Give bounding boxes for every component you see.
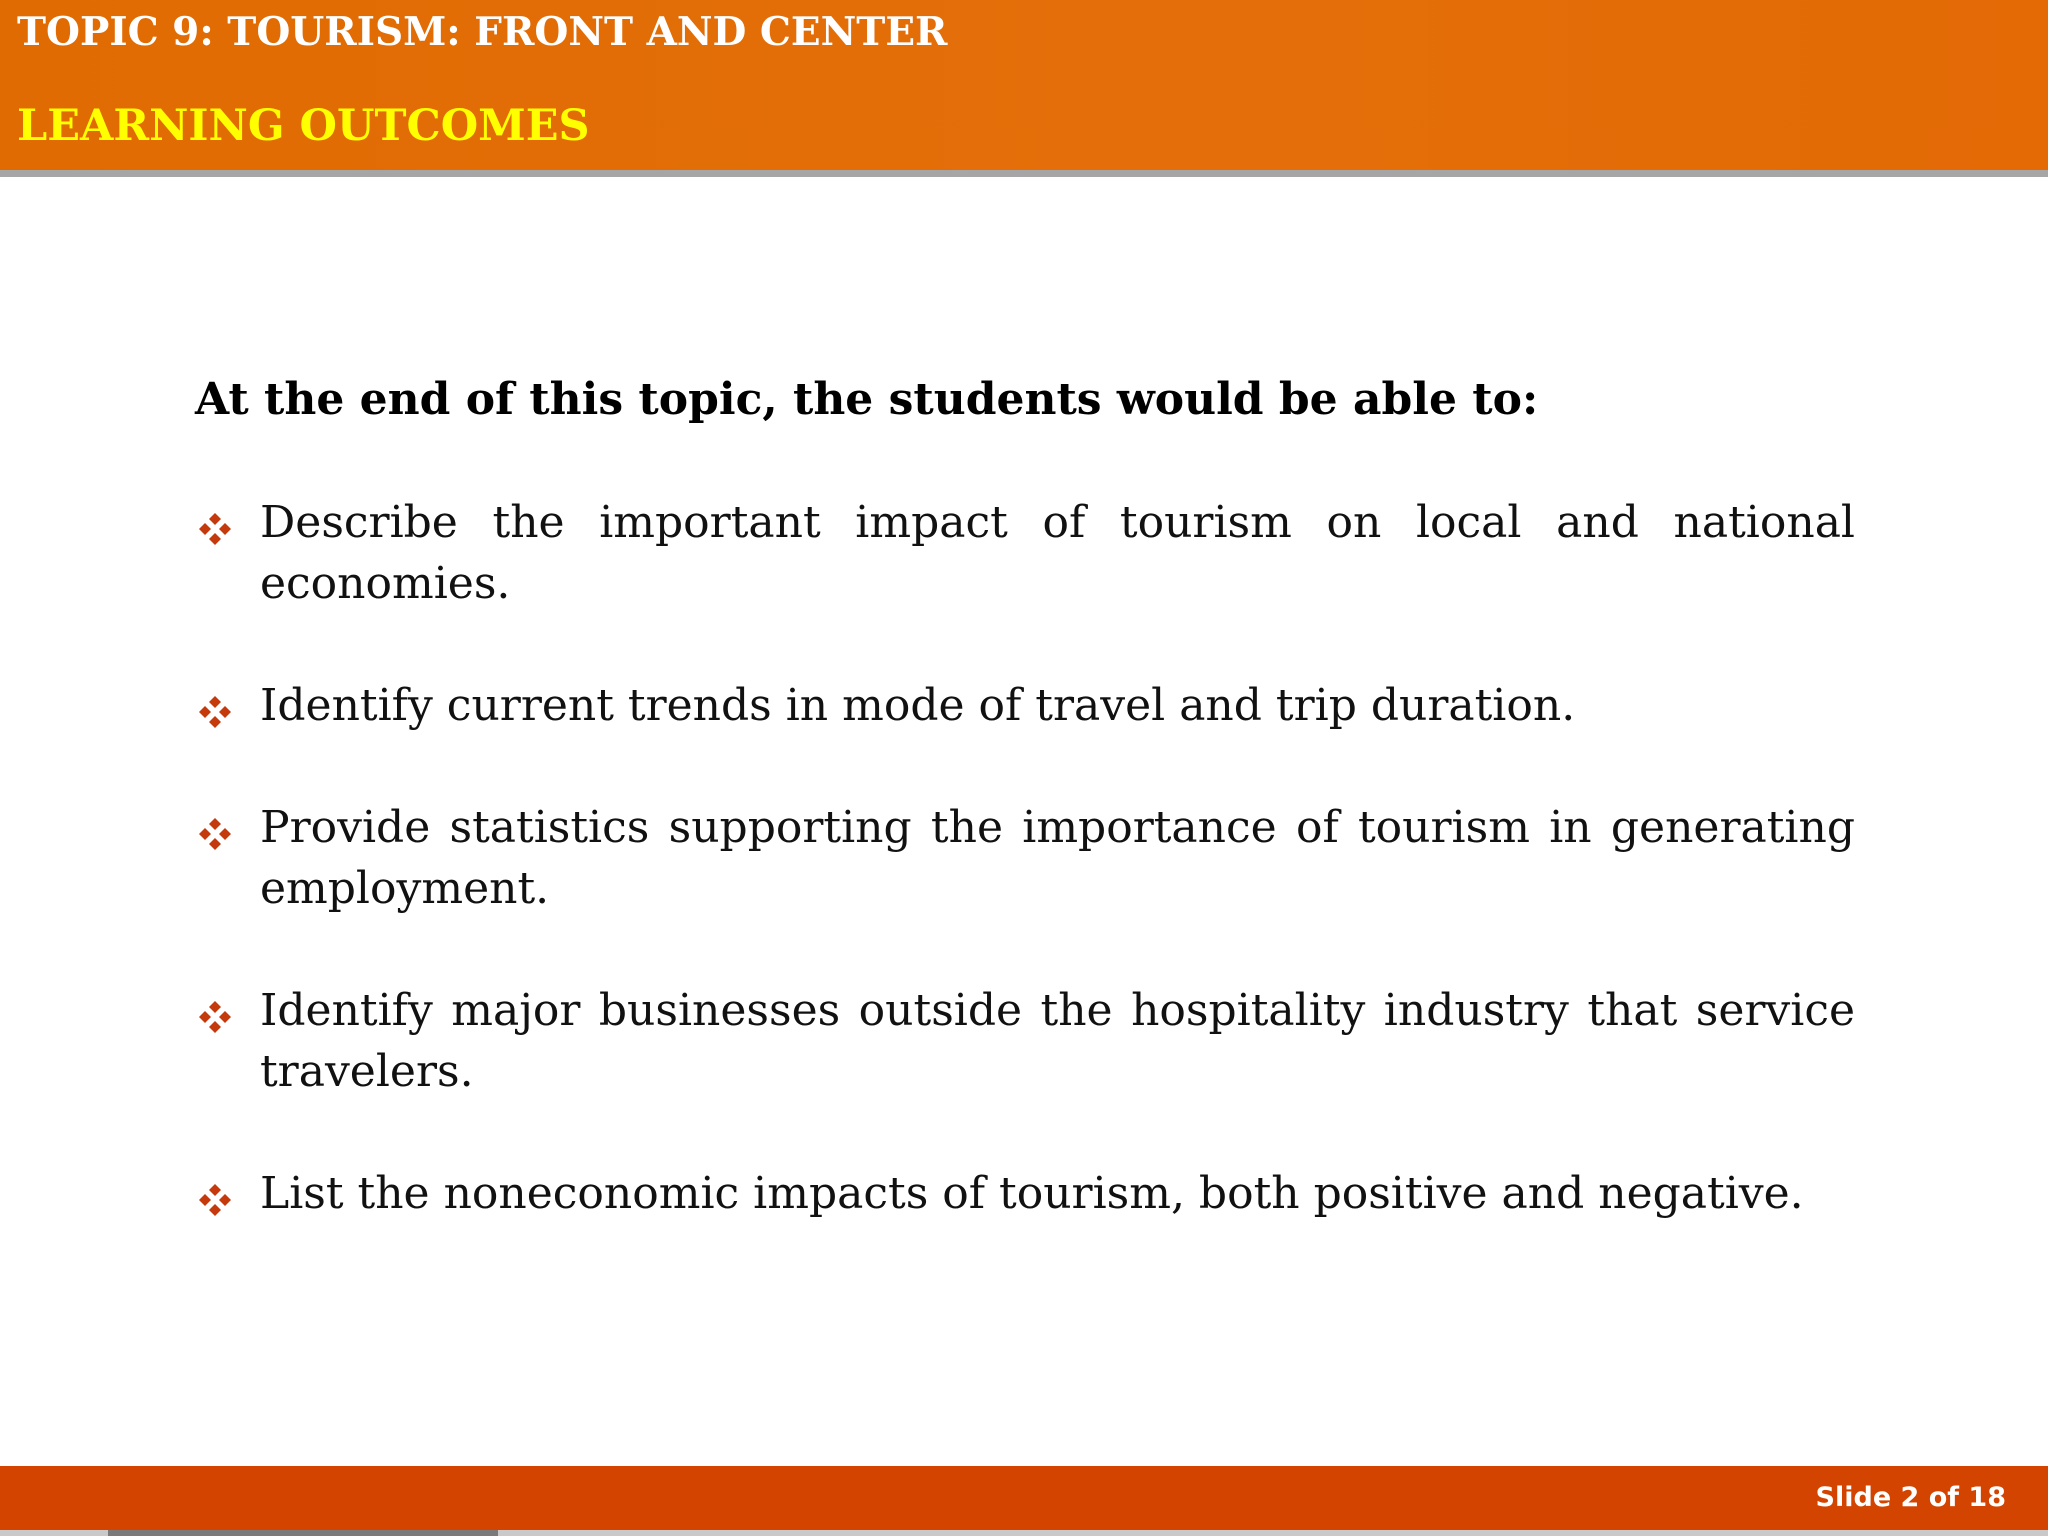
list-item — [195, 492, 1855, 614]
outcome-text: Provide statistics supporting the importance of tourism in generating employment. — [260, 802, 1855, 914]
outcome-text: Identify current trends in mode of travel and trip duration. — [260, 680, 1576, 731]
diamond-bullet-icon — [197, 816, 233, 852]
header-divider — [0, 170, 2048, 177]
outcome-text: List the noneconomic impacts of tourism, both positive and negative. — [260, 1168, 1804, 1219]
slide-footer — [0, 1466, 2048, 1530]
section-title: LEARNING OUTCOMES — [17, 101, 590, 151]
list-item — [195, 797, 1855, 919]
outcome-text: Identify major businesses outside the hospitality industry that service travelers. — [260, 985, 1855, 1097]
list-item — [195, 1163, 1855, 1224]
learning-outcomes-list — [195, 492, 1855, 1224]
slide-counter: Slide 2 of 18 — [1815, 1482, 2006, 1513]
topic-title: TOPIC 9: TOURISM: FRONT AND CENTER — [17, 9, 948, 55]
diamond-bullet-icon — [197, 511, 233, 547]
list-item — [195, 980, 1855, 1102]
diamond-bullet-icon — [197, 694, 233, 730]
slide-header — [0, 0, 2048, 170]
slide-body — [195, 360, 1855, 1285]
diamond-bullet-icon — [197, 999, 233, 1035]
intro-statement: At the end of this topic, the students would be able to: — [195, 374, 1539, 425]
diamond-bullet-icon — [197, 1182, 233, 1218]
footer-progress-segment — [108, 1530, 498, 1536]
outcome-text: Describe the important impact of tourism on local and national economies. — [260, 497, 1855, 609]
list-item — [195, 675, 1855, 736]
